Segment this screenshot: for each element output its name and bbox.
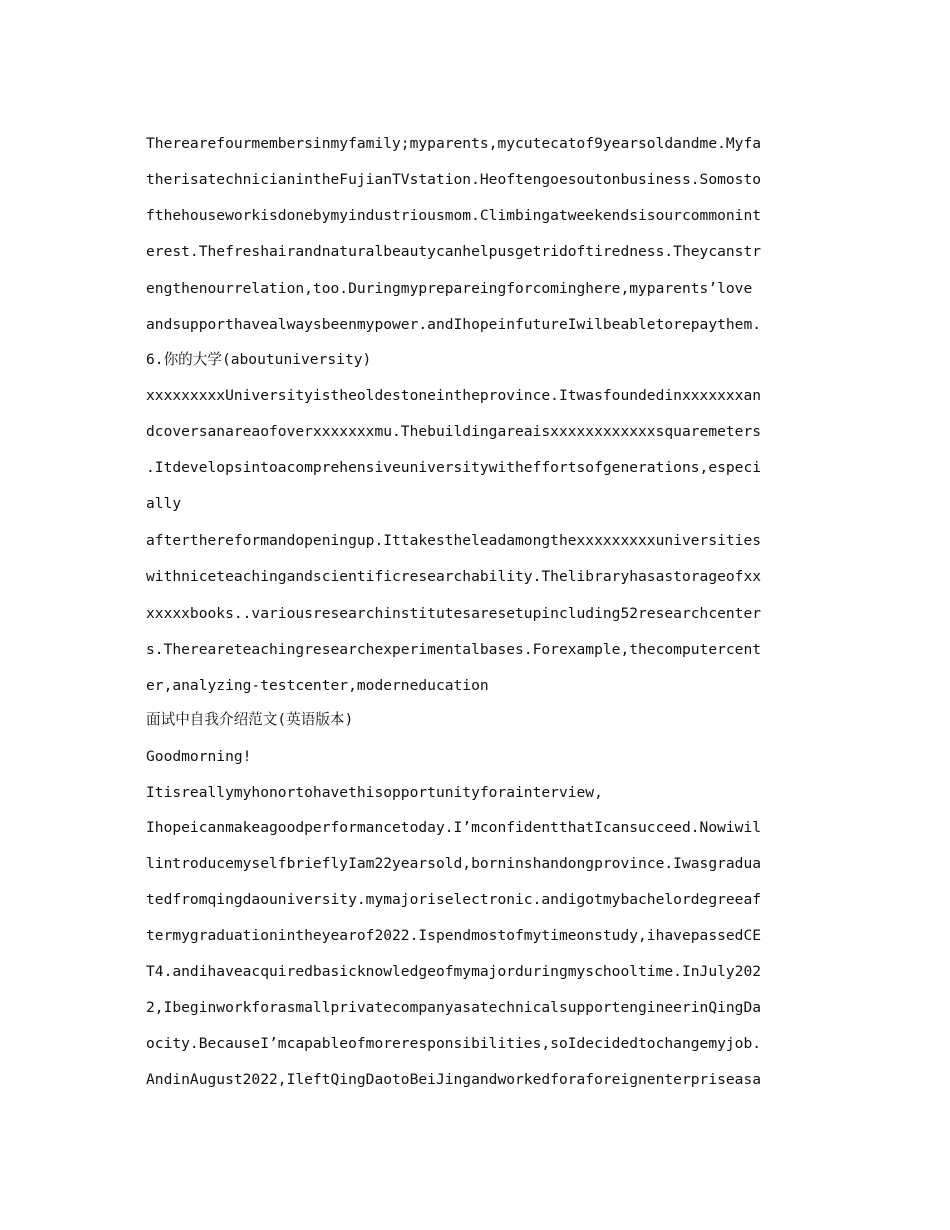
text-line: T4.andihaveacquiredbasicknowledgeofmymajorduringmyschooltime.InJuly202 [146, 963, 762, 980]
text-line: xxxxxxxxxUniversityistheoldestoneintheprovince.Itwasfoundedinxxxxxxxan [146, 387, 762, 404]
text-line: engthenourrelation,too.Duringmyprepareingforcominghere,myparents’love [146, 280, 753, 297]
text-line: .Itdevelopsintoacomprehensiveuniversitywitheffortsofgenerations,especi [146, 459, 762, 476]
text-line: AndinAugust2022,IleftQingDaotoBeiJingandworkedforaforeignenterpriseasa [146, 1071, 762, 1088]
text-line: Therearefourmembersinmyfamily;myparents,mycutecatof9yearsoldandme.Myfa [146, 135, 762, 152]
section-heading: 面试中自我介绍范文(英语版本) [146, 711, 354, 728]
text-line: 2,IbeginworkforasmallprivatecompanyasatechnicalsupportengineerinQingDa [146, 999, 762, 1016]
text-line: Itisreallymyhonortohavethisopportunityforainterview, [146, 784, 603, 801]
text-line: termygraduationintheyearof2022.Ispendmostofmytimeonstudy,ihavepassedCE [146, 927, 762, 944]
text-line: andsupporthavealwaysbeenmypower.andIhopeinfutureIwilbeabletorepaythem. [146, 316, 762, 333]
text-line: er,analyzing-testcenter,moderneducation [146, 677, 489, 694]
text-line: fthehouseworkisdonebymyindustriousmom.Climbingatweekendsisourcommonint [146, 207, 762, 224]
text-line: tedfromqingdaouniversity.mymajoriselectronic.andigotmybachelordegreeaf [146, 891, 762, 908]
section-heading: 6.你的大学(aboutuniversity) [146, 351, 372, 368]
text-line: xxxxxbooks..variousresearchinstitutesaresetupincluding52researchcenter [146, 605, 762, 622]
text-line: s.Thereareteachingresearchexperimentalbases.Forexample,thecomputercent [146, 641, 762, 658]
text-line: erest.Thefreshairandnaturalbeautycanhelpusgetridoftiredness.Theycanstr [146, 243, 762, 260]
text-line: Ihopeicanmakeagoodperformancetoday.I’mconfidentthatIcansucceed.Nowiwil [146, 819, 762, 836]
text-line: dcoversanareaofoverxxxxxxxmu.Thebuildingareaisxxxxxxxxxxxxsquaremeters [146, 423, 762, 440]
text-line: Goodmorning! [146, 748, 252, 765]
text-line: ally [146, 495, 182, 512]
text-line: ocity.BecauseI’mcapableofmoreresponsibilities,soIdecidedtochangemyjob. [146, 1035, 762, 1052]
text-line: withniceteachingandscientificresearchability.Thelibraryhasastorageofxx [146, 568, 762, 585]
text-line: therisatechnicianintheFujianTVstation.Heoftengoesoutonbusiness.Somosto [146, 171, 762, 188]
text-line: afterthereformandopeningup.Ittakestheleadamongthexxxxxxxxxuniversities [146, 532, 762, 549]
text-line: lintroducemyselfbrieflyIam22yearsold,borninshandongprovince.Iwasgradua [146, 855, 762, 872]
